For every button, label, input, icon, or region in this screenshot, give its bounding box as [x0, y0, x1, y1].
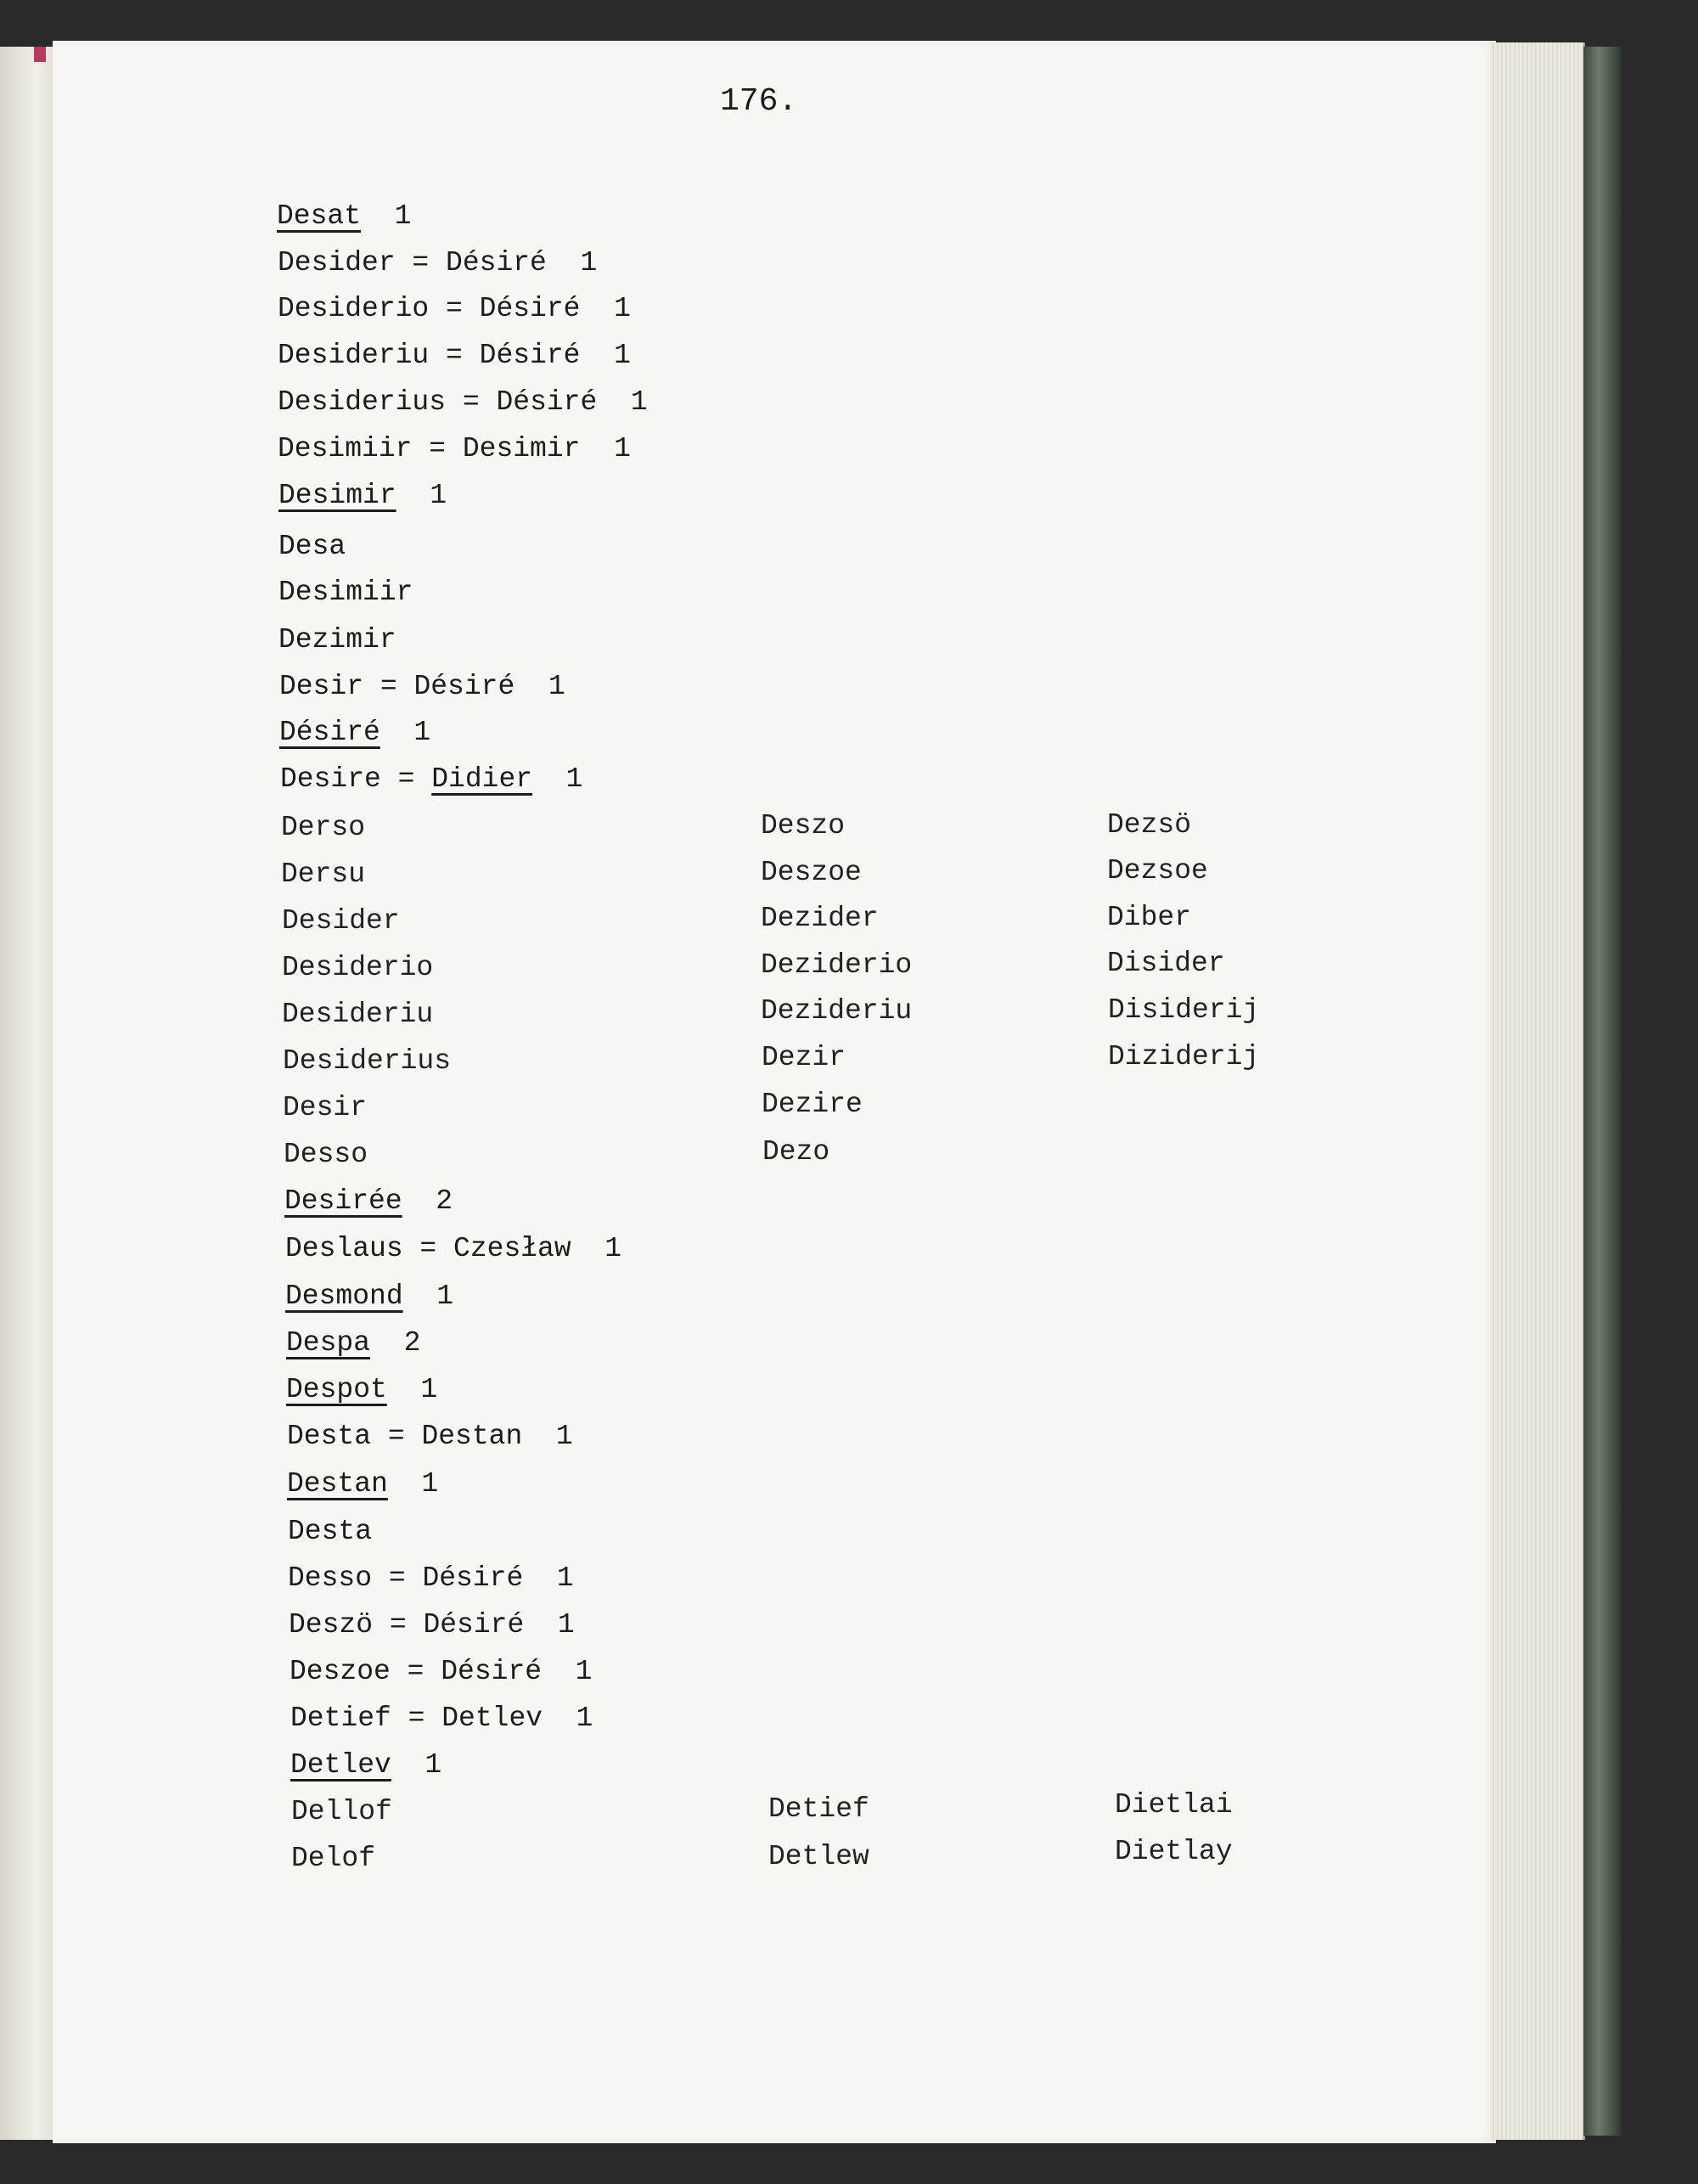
variant-name: Disiderij	[1108, 994, 1260, 1026]
book-cover-edge	[1583, 47, 1622, 2136]
variant-name: Diber	[1107, 902, 1192, 933]
book-page-edges	[1490, 42, 1585, 2140]
entry-desiderio: Desiderio = Désiré 1	[278, 293, 631, 324]
entry-desire-accented: Désiré 1	[279, 717, 431, 748]
variant-name: Detief	[768, 1793, 869, 1825]
variant-name: Dersu	[281, 858, 366, 890]
variant-name: Disider	[1107, 948, 1225, 979]
variant-name: Derso	[281, 812, 366, 843]
entry-desmond: Desmond 1	[285, 1281, 454, 1312]
variant-name: Desso	[284, 1139, 368, 1170]
entry-desimiir: Desimiir = Desimir 1	[278, 433, 631, 464]
entry-desider: Desider = Désiré 1	[278, 247, 598, 279]
variant-name: Dezo	[762, 1136, 830, 1168]
entry-desimir-variant: Dezimir	[278, 624, 396, 656]
entry-desso: Desso = Désiré 1	[288, 1562, 574, 1594]
variant-name: Deszo	[761, 810, 846, 842]
page-number: 176.	[720, 83, 798, 120]
entry-deszoe: Deszoe = Désiré 1	[290, 1656, 593, 1687]
variant-name: Dezideriu	[761, 995, 913, 1027]
variant-name: Deszoe	[761, 857, 862, 888]
variant-name: Delof	[291, 1843, 376, 1874]
entry-despa: Despa 2	[286, 1327, 421, 1359]
variant-name: Desir	[283, 1092, 368, 1123]
entry-desta: Desta = Destan 1	[287, 1421, 573, 1452]
entry-desir: Desir = Désiré 1	[279, 671, 565, 702]
book-left-page-edge	[0, 47, 53, 2140]
variant-name: Dezire	[762, 1089, 863, 1120]
variant-name: Deziderio	[761, 949, 913, 981]
entry-detlev: Detlev 1	[290, 1749, 442, 1781]
entry-detief: Detief = Detlev 1	[290, 1703, 593, 1734]
variant-name: Dezsoe	[1107, 855, 1208, 887]
entry-desire: Desire = Didier 1	[280, 763, 583, 795]
entry-desiree: Desirée 2	[284, 1185, 453, 1217]
variant-name: Desideriu	[282, 999, 434, 1030]
variant-name: Detlew	[768, 1841, 869, 1872]
entry-desimir-variant: Desimiir	[278, 577, 413, 608]
entry-despot: Despot 1	[286, 1374, 438, 1405]
entry-desimir-variant: Desa	[278, 531, 346, 562]
variant-name: Dellof	[291, 1796, 392, 1827]
variant-name: Dietlai	[1115, 1789, 1233, 1821]
entry-deslaus: Deslaus = Czesław 1	[285, 1233, 622, 1264]
variant-name: Desiderius	[283, 1045, 452, 1077]
entry-destan: Destan 1	[287, 1468, 439, 1500]
variant-name: Diziderij	[1108, 1041, 1260, 1072]
variant-name: Dietlay	[1115, 1836, 1233, 1867]
entry-desideriu: Desideriu = Désiré 1	[278, 340, 631, 371]
variant-name: Dezider	[761, 903, 879, 934]
entry-destan-variant: Desta	[288, 1516, 373, 1547]
entry-deszo-umlaut: Deszö = Désiré 1	[289, 1609, 575, 1641]
entry-desiderius: Desiderius = Désiré 1	[278, 386, 648, 418]
variant-name: Dezir	[762, 1042, 846, 1073]
entry-desat: Desat 1	[277, 200, 412, 232]
variant-name: Desider	[282, 905, 400, 937]
variant-name: Desiderio	[282, 952, 434, 983]
entry-desimir: Desimir 1	[278, 480, 447, 511]
variant-name: Dezsö	[1107, 809, 1192, 841]
